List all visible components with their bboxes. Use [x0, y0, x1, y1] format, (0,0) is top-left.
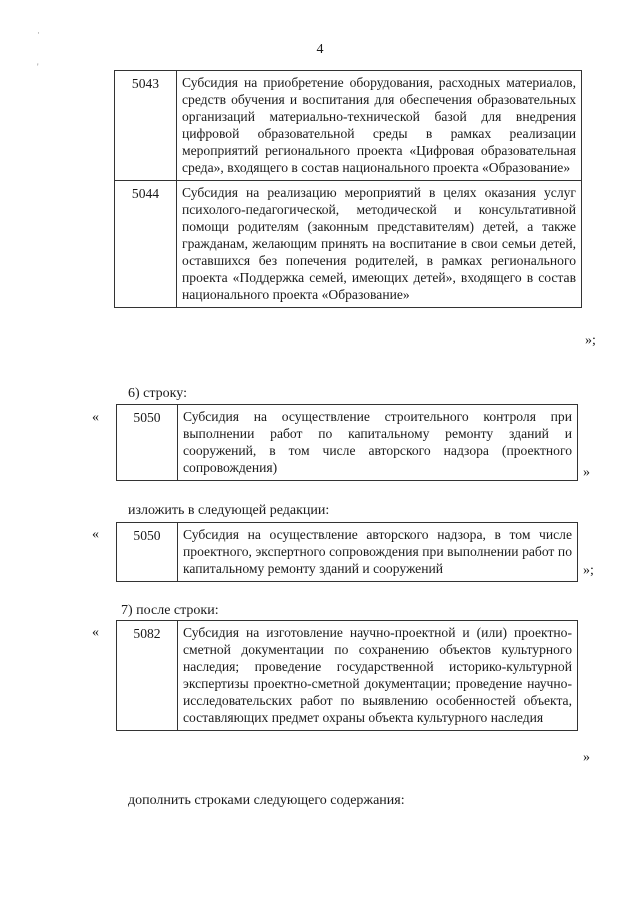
description-cell: Субсидия на реализацию мероприятий в целях оказания услуг психолого-педагогической, методической и консультативной помощи родителям (законным представителям) детей, а также гражданам, желающим принять на воспитание в свои семьи детей, оставшихся без попечения родителей, в рамках регионального проекта «Поддержка семей, имеющих детей», входящего в состав национального проекта «Образование»: [177, 181, 582, 308]
closing-quote: »;: [583, 563, 594, 578]
code-cell: 5050: [117, 523, 178, 582]
paragraph-item-6: 6) строку:: [128, 386, 187, 401]
page-number: 4: [316, 42, 324, 57]
table-row: [117, 405, 578, 481]
table-row: [115, 71, 582, 181]
paragraph-item-7: 7) после строки:: [121, 603, 219, 618]
code-cell: 5043: [115, 71, 177, 181]
code-cell: 5044: [115, 181, 177, 308]
scan-mark: ·: [37, 28, 40, 38]
paragraph-instruction: изложить в следующей редакции:: [128, 503, 330, 518]
table-row: [117, 523, 578, 582]
description-cell: Субсидия на осуществление авторского надзора, в том числе проектного, экспертного сопровождения при выполнении работ по капитальному ремонту зданий и сооружений: [178, 523, 578, 582]
opening-quote: «: [92, 527, 99, 542]
scan-mark: ': [37, 62, 39, 72]
code-cell: 5050: [117, 405, 178, 481]
table-row: [115, 181, 582, 308]
opening-quote: «: [92, 625, 99, 640]
description-cell: Субсидия на изготовление научно-проектной и (или) проектно-сметной документации по сохранению объектов культурного наследия; проведение государственной историко-культурной экспертизы проектно-сметной документации; проведение научно-исследовательских работ по выявлению особенностей объекта, составляющих предмет охраны объекта культурного наследия: [178, 621, 578, 731]
closing-quote: »: [583, 750, 590, 765]
closing-quote: »: [583, 465, 590, 480]
code-cell: 5082: [117, 621, 178, 731]
table-row: [117, 621, 578, 731]
description-cell: Субсидия на осуществление строительного контроля при выполнении работ по капитальному ремонту зданий и сооружений, в том числе авторского надзора (проектного сопровождения): [178, 405, 578, 481]
new-row-table: [116, 522, 578, 582]
paragraph-instruction: дополнить строками следующего содержания:: [128, 793, 405, 808]
budget-codes-table: [114, 70, 582, 308]
after-row-table: [116, 620, 578, 731]
description-cell: Субсидия на приобретение оборудования, расходных материалов, средств обучения и воспитания для обеспечения образовательных организаций материально-технической базой для внедрения цифровой образовательной среды в рамках реализации мероприятий регионального проекта «Цифровая образовательная среда», входящего в состав национального проекта «Образование»: [177, 71, 582, 181]
old-row-table: [116, 404, 578, 481]
closing-quote: »;: [585, 333, 596, 348]
opening-quote: «: [92, 410, 99, 425]
